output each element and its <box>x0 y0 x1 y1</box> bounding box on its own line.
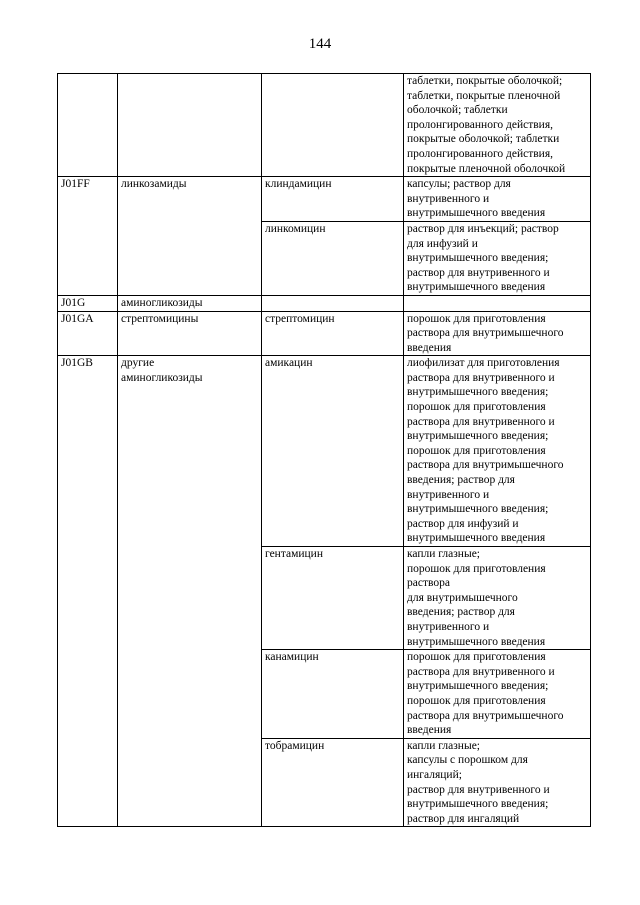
atc-code-cell: J01GB <box>58 356 118 827</box>
dosage-form-cell: порошок для приготовления раствора для внутривенного и внутримышечного введения; порошок для приготовления раствора для внутримышечного введения <box>404 650 591 739</box>
dosage-form-cell: капли глазные; порошок для приготовления раствора для внутримышечного введения; раствор для внутривенного и внутримышечного введения <box>404 547 591 650</box>
group-cell: аминогликозиды <box>118 295 262 311</box>
atc-code-cell <box>58 74 118 177</box>
drug-name-cell: канамицин <box>262 650 404 739</box>
drug-name-cell <box>262 74 404 177</box>
drug-name-cell: тобрамицин <box>262 738 404 827</box>
dosage-form-cell: раствор для инъекций; раствор для инфузий и внутримышечного введения; раствор для внутривенного и внутримышечного введения <box>404 221 591 295</box>
drug-name-cell: клиндамицин <box>262 177 404 222</box>
table-row <box>58 295 591 311</box>
table-row <box>58 177 591 222</box>
drug-table <box>57 73 591 827</box>
dosage-form-cell: лиофилизат для приготовления раствора для внутривенного и внутримышечного введения; порошок для приготовления раствора для внутривенного и внутримышечного введения; порошок для приготовления раствора для внутримышечного введения; раствор для внутривенного и внутримышечного введения; раствор для инфузий и внутримышечного введения <box>404 356 591 547</box>
drug-name-cell: стрептомицин <box>262 311 404 356</box>
page-number: 144 <box>308 36 332 52</box>
dosage-form-cell: таблетки, покрытые оболочкой; таблетки, покрытые пленочной оболочкой; таблетки пролонгированного действия, покрытые оболочкой; таблетки пролонгированного действия, покрытые пленочной оболочкой <box>404 74 591 177</box>
table-row <box>58 311 591 356</box>
group-cell: линкозамиды <box>118 177 262 296</box>
drug-name-cell <box>262 295 404 311</box>
group-cell: стрептомицины <box>118 311 262 356</box>
dosage-form-cell: капли глазные; капсулы с порошком для ингаляций; раствор для внутривенного и внутримышечного введения; раствор для ингаляций <box>404 738 591 827</box>
table-row <box>58 74 591 177</box>
group-cell <box>118 74 262 177</box>
atc-code-cell: J01GA <box>58 311 118 356</box>
atc-code-cell: J01G <box>58 295 118 311</box>
atc-code-cell: J01FF <box>58 177 118 296</box>
dosage-form-cell <box>404 295 591 311</box>
drug-name-cell: гентамицин <box>262 547 404 650</box>
dosage-form-cell: капсулы; раствор для внутривенного и внутримышечного введения <box>404 177 591 222</box>
drug-name-cell: амикацин <box>262 356 404 547</box>
drug-name-cell: линкомицин <box>262 221 404 295</box>
dosage-form-cell: порошок для приготовления раствора для внутримышечного введения <box>404 311 591 356</box>
table-row <box>58 356 591 547</box>
group-cell: другие аминогликозиды <box>118 356 262 827</box>
